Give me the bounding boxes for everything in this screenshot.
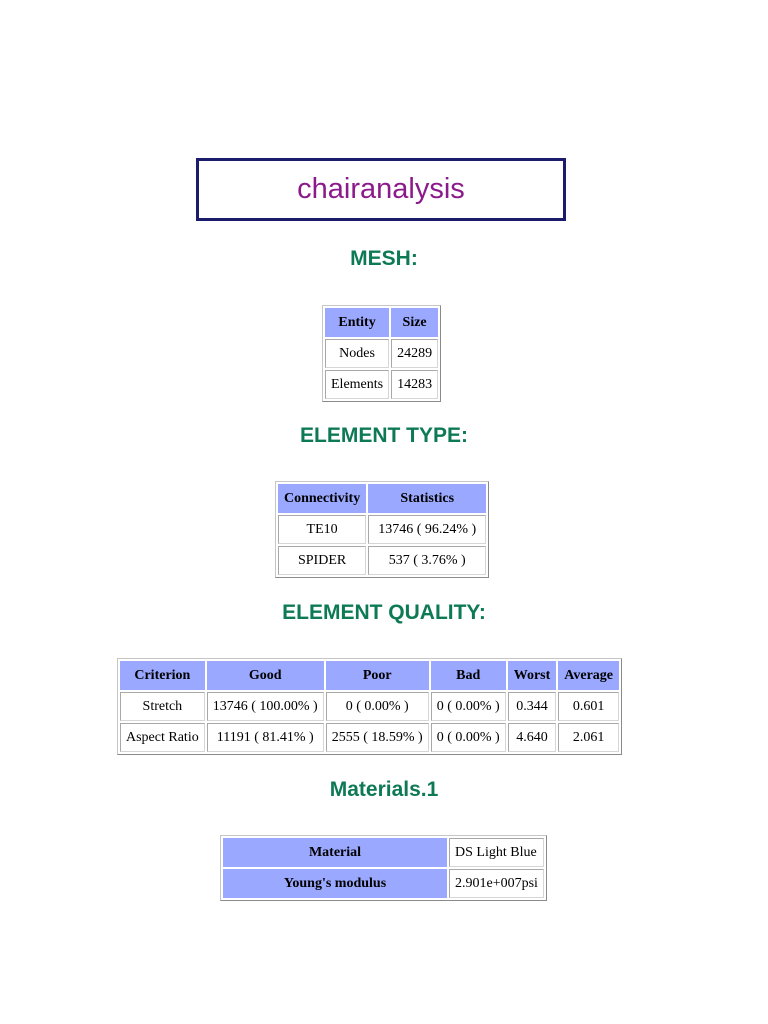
table-cell: 4.640 (508, 723, 557, 752)
table-row (278, 546, 486, 575)
table-cell: 0.601 (558, 692, 619, 721)
table-cell: 14283 (391, 370, 438, 399)
table-cell: Stretch (120, 692, 205, 721)
header-entity: Entity (325, 308, 389, 337)
header-statistics: Statistics (368, 484, 486, 513)
table-cell: TE10 (278, 515, 366, 544)
page-title: chairanalysis (297, 173, 465, 205)
table-row (325, 339, 438, 368)
table-cell: 2.901e+007psi (449, 869, 544, 898)
table-cell: 2555 ( 18.59% ) (326, 723, 429, 752)
table-cell: 0 ( 0.00% ) (326, 692, 429, 721)
table-header-row (325, 308, 438, 337)
table-cell: 537 ( 3.76% ) (368, 546, 486, 575)
table-row (223, 869, 544, 898)
header-poor: Poor (326, 661, 429, 690)
table-cell: 13746 ( 100.00% ) (207, 692, 324, 721)
row-header-material: Material (223, 838, 447, 867)
table-cell: Elements (325, 370, 389, 399)
table-row (223, 838, 544, 867)
element-quality-table (117, 658, 622, 755)
row-header-youngs-modulus: Young's modulus (223, 869, 447, 898)
element-quality-heading: ELEMENT QUALITY: (282, 601, 486, 624)
header-criterion: Criterion (120, 661, 205, 690)
table-header-row (120, 661, 619, 690)
materials-table (220, 835, 547, 901)
table-cell: 24289 (391, 339, 438, 368)
table-cell: Nodes (325, 339, 389, 368)
table-row (278, 515, 486, 544)
table-cell: 11191 ( 81.41% ) (207, 723, 324, 752)
header-average: Average (558, 661, 619, 690)
header-worst: Worst (508, 661, 557, 690)
table-cell: SPIDER (278, 546, 366, 575)
table-cell: DS Light Blue (449, 838, 544, 867)
table-row (120, 692, 619, 721)
table-cell: 2.061 (558, 723, 619, 752)
header-connectivity: Connectivity (278, 484, 366, 513)
table-cell: 0 ( 0.00% ) (431, 723, 506, 752)
mesh-heading: MESH: (350, 247, 418, 270)
materials-heading: Materials.1 (329, 778, 439, 801)
table-row (325, 370, 438, 399)
header-size: Size (391, 308, 438, 337)
table-cell: 13746 ( 96.24% ) (368, 515, 486, 544)
table-cell: Aspect Ratio (120, 723, 205, 752)
element-type-heading: ELEMENT TYPE: (299, 424, 468, 447)
header-bad: Bad (431, 661, 506, 690)
table-cell: 0.344 (508, 692, 557, 721)
table-header-row (278, 484, 486, 513)
table-row (120, 723, 619, 752)
table-cell: 0 ( 0.00% ) (431, 692, 506, 721)
mesh-table (322, 305, 441, 402)
header-good: Good (207, 661, 324, 690)
element-type-table (275, 481, 489, 578)
title-box (196, 158, 566, 221)
